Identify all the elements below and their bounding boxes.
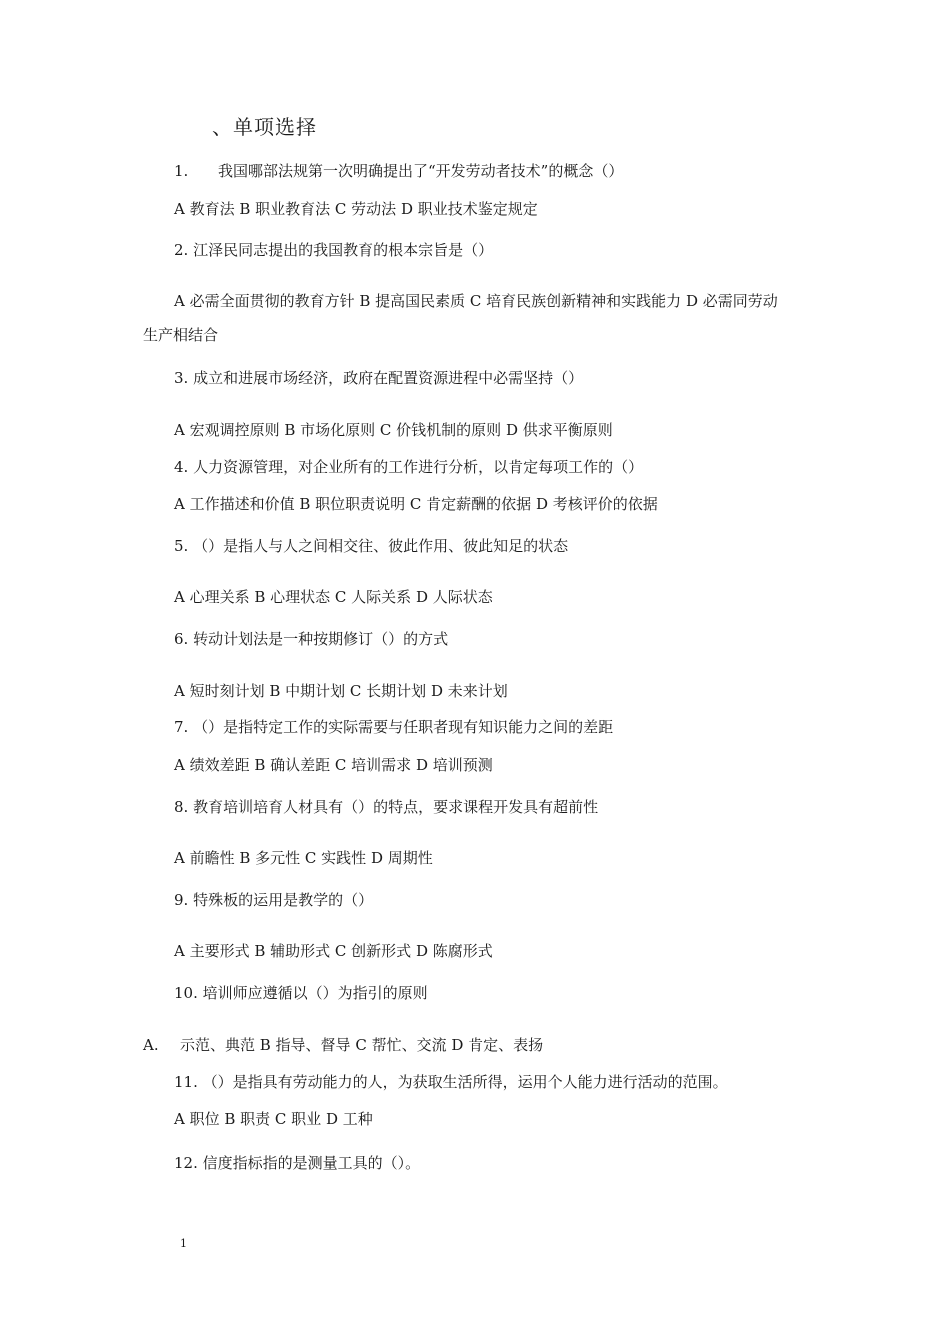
question-1-text: 我国哪部法规第一次明确提出了“开发劳动者技术”的概念（）: [218, 162, 624, 180]
page-number: 1: [180, 1237, 187, 1250]
question-7-options: A 绩效差距 B 确认差距 C 培训需求 D 培训预测: [174, 756, 493, 774]
question-2-options-continued: 生产相结合: [143, 326, 219, 344]
question-10-options: 示范、典范 B 指导、督导 C 帮忙、交流 D 肯定、表扬: [180, 1036, 544, 1054]
question-10-option-marker: A.: [143, 1036, 159, 1054]
question-3-options: A 宏观调控原则 B 市场化原则 C 价钱机制的原则 D 供求平衡原则: [174, 421, 613, 439]
question-1-options: A 教育法 B 职业教育法 C 劳动法 D 职业技术鉴定规定: [174, 200, 538, 218]
question-11-options: A 职位 B 职责 C 职业 D 工种: [174, 1110, 373, 1128]
question-3-text: 3. 成立和进展市场经济，政府在配置资源进程中必需坚持（）: [174, 369, 584, 387]
question-6-text: 6. 转动计划法是一种按期修订（）的方式: [174, 630, 449, 648]
question-8-options: A 前瞻性 B 多元性 C 实践性 D 周期性: [174, 849, 433, 867]
question-5-text: 5. （）是指人与人之间相交往、彼此作用、彼此知足的状态: [174, 537, 569, 555]
question-6-options: A 短时刻计划 B 中期计划 C 长期计划 D 未来计划: [174, 682, 508, 700]
section-title: 、单项选择: [212, 115, 317, 139]
question-12-text: 12. 信度指标指的是测量工具的（）。: [174, 1154, 421, 1172]
question-1-number: 1.: [174, 162, 189, 180]
question-9-options: A 主要形式 B 辅助形式 C 创新形式 D 陈腐形式: [174, 942, 493, 960]
question-11-text: 11. （）是指具有劳动能力的人，为获取生活所得，运用个人能力进行活动的范围。: [174, 1073, 728, 1091]
question-2-options: A 必需全面贯彻的教育方针 B 提高国民素质 C 培育民族创新精神和实践能力 D 必需同劳动: [174, 292, 778, 310]
question-4-text: 4. 人力资源管理，对企业所有的工作进行分析，以肯定每项工作的（）: [174, 458, 644, 476]
question-2-text: 2. 江泽民同志提出的我国教育的根本宗旨是（）: [174, 241, 494, 259]
question-9-text: 9. 特殊板的运用是教学的（）: [174, 891, 374, 909]
question-5-options: A 心理关系 B 心理状态 C 人际关系 D 人际状态: [174, 588, 493, 606]
question-7-text: 7. （）是指特定工作的实际需要与任职者现有知识能力之间的差距: [174, 718, 614, 736]
question-10-text: 10. 培训师应遵循以（）为指引的原则: [174, 984, 428, 1002]
question-4-options: A 工作描述和价值 B 职位职责说明 C 肯定薪酬的依据 D 考核评价的依据: [174, 495, 658, 513]
question-8-text: 8. 教育培训培育人材具有（）的特点，要求课程开发具有超前性: [174, 798, 599, 816]
